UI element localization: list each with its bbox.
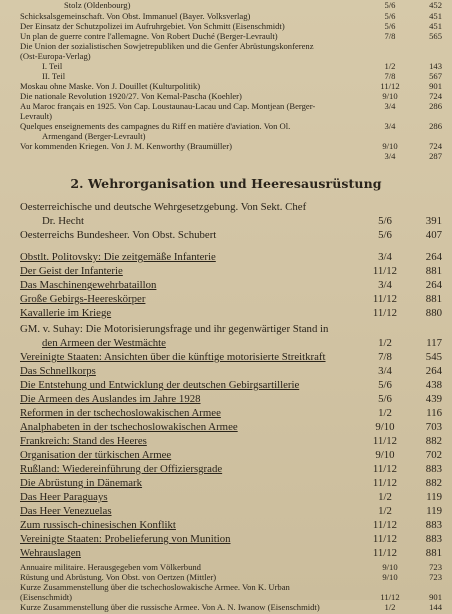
entry-issue: 1/2 xyxy=(378,491,392,503)
entry-issue: 3/4 xyxy=(378,365,392,377)
entry-title: Große Gebirgs-Heereskörper xyxy=(20,293,146,305)
entry-issue: 3/4 xyxy=(384,101,396,111)
entry-issue: 5/6 xyxy=(378,215,392,227)
entry-title: Armengand (Berger-Levrault) xyxy=(42,131,146,141)
entry-page: 723 xyxy=(429,562,442,572)
entry-title: (Eisenschmidt) xyxy=(20,592,73,602)
index-entry xyxy=(20,250,442,265)
index-entry xyxy=(20,278,442,293)
entry-page: 116 xyxy=(426,407,442,419)
entry-title: Die Armeen des Auslandes im Jahre 1928 xyxy=(20,393,201,405)
section-heading: 2. Wehrorganisation und Heeresausrüstung xyxy=(70,176,382,191)
entry-page: 883 xyxy=(425,519,442,531)
index-entry xyxy=(20,350,442,365)
entry-page: 883 xyxy=(425,533,442,545)
index-entry xyxy=(20,228,442,243)
entry-title: Un plan de guerre contre l'allemagne. Von Robert Duché (Berger-Levrault) xyxy=(20,31,278,41)
entry-title: Analphabeten in der tschechoslowakischen Armee xyxy=(20,421,238,433)
entry-issue: 1/2 xyxy=(378,407,392,419)
entry-page: 882 xyxy=(425,435,442,447)
index-entry xyxy=(20,420,442,435)
index-entry xyxy=(20,306,442,321)
entry-issue: 11/12 xyxy=(372,533,398,545)
entry-issue: 11/12 xyxy=(372,547,398,559)
entry-issue: 5/6 xyxy=(384,21,396,31)
entry-title: Rußland: Wiedereinführung der Offiziersgrade xyxy=(20,463,223,475)
index-entry xyxy=(20,546,442,561)
entry-page: 724 xyxy=(429,141,442,151)
entry-page: 451 xyxy=(429,11,442,21)
entry-page: 882 xyxy=(425,477,442,489)
index-entry xyxy=(20,151,442,163)
entry-issue: 11/12 xyxy=(372,463,398,475)
entry-issue: 3/4 xyxy=(384,121,396,131)
entry-page: 880 xyxy=(425,307,442,319)
entry-title: Oesterreichs Bundesheer. Von Obst. Schubert xyxy=(20,229,217,241)
entry-page: 287 xyxy=(429,151,442,161)
index-entry xyxy=(20,264,442,279)
entry-title: Obstlt. Politovsky: Die zeitgemäße Infanterie xyxy=(20,251,216,263)
entry-page: 545 xyxy=(425,351,442,363)
index-entry xyxy=(20,392,442,407)
entry-title: Die Union der sozialistischen Sowjetrepubliken und die Genfer Abrüstungskonferenz xyxy=(20,41,314,51)
entry-page: 883 xyxy=(425,463,442,475)
entry-issue: 5/6 xyxy=(384,0,396,10)
entry-title: Annuaire militaire. Herausgegeben vom Völkerbund xyxy=(20,562,201,572)
entry-page: 264 xyxy=(425,365,442,377)
entry-issue: 11/12 xyxy=(380,592,400,602)
entry-title: Au Maroc français en 1925. Von Cap. Loustaunau-Lacau und Cap. Montjean (Berger- xyxy=(20,101,316,111)
entry-title: Die Entstehung und Entwicklung der deutschen Gebirgsartillerie xyxy=(20,379,300,391)
entry-issue: 11/12 xyxy=(372,307,398,319)
index-entry xyxy=(20,292,442,307)
index-entry xyxy=(20,364,442,379)
entry-page: 451 xyxy=(429,21,442,31)
entry-title: Der Einsatz der Schutzpolizei im Aufruhrgebiet. Von Schmitt (Eisenschmidt) xyxy=(20,21,285,31)
entry-page: 723 xyxy=(429,572,442,582)
entry-issue: 3/4 xyxy=(378,279,392,291)
entry-title: Vor kommenden Kriegen. Von J. M. Kenworthy (Braumüller) xyxy=(20,141,232,151)
entry-page: 264 xyxy=(425,279,442,291)
entry-issue: 9/10 xyxy=(382,141,398,151)
entry-issue: 7/8 xyxy=(378,351,392,363)
index-entry xyxy=(20,532,442,547)
entry-title: Schicksalsgemeinschaft. Von Obst. Immanuel (Bayer. Volksverlag) xyxy=(20,11,251,21)
entry-title: Kurze Zusammenstellung über die russische Armee. Von A. N. Iwanow (Eisenschmidt) xyxy=(20,602,320,612)
entry-title: Das Heer Venezuelas xyxy=(20,505,112,517)
entry-title: Wehrauslagen xyxy=(20,547,81,559)
entry-title: II. Teil xyxy=(42,71,66,81)
entry-issue: 1/2 xyxy=(378,505,392,517)
entry-title: Vereinigte Staaten: Ansichten über die künftige motorisierte Streitkraft xyxy=(20,351,326,363)
entry-page: 119 xyxy=(426,491,442,503)
entry-issue: 1/2 xyxy=(384,61,396,71)
entry-page: 565 xyxy=(429,31,442,41)
index-entry xyxy=(20,434,442,449)
entry-page: 567 xyxy=(429,71,442,81)
index-entry xyxy=(20,476,442,491)
entry-page: 286 xyxy=(429,101,442,111)
entry-issue: 9/10 xyxy=(382,91,398,101)
entry-issue: 5/6 xyxy=(384,11,396,21)
index-entry xyxy=(20,336,442,351)
entry-page: 901 xyxy=(429,81,442,91)
index-entry xyxy=(20,518,442,533)
index-entry xyxy=(20,504,442,519)
index-entry xyxy=(20,448,442,463)
entry-page: 724 xyxy=(429,91,442,101)
entry-issue: 9/10 xyxy=(382,572,398,582)
entry-issue: 11/12 xyxy=(372,265,398,277)
index-entry xyxy=(20,200,442,215)
entry-issue: 11/12 xyxy=(372,435,398,447)
entry-page: 407 xyxy=(425,229,442,241)
entry-issue: 1/2 xyxy=(378,337,392,349)
index-entry xyxy=(20,490,442,505)
entry-page: 119 xyxy=(426,505,442,517)
entry-page: 144 xyxy=(429,602,442,612)
index-entry xyxy=(20,406,442,421)
index-entry xyxy=(20,214,442,229)
entry-title: den Armeen der Westmächte xyxy=(42,337,166,349)
entry-title: Kurze Zusammenstellung über die tschechoslowakische Armee. Von K. Urban xyxy=(20,582,290,592)
entry-issue: 3/4 xyxy=(384,151,396,161)
entry-title: Levrault) xyxy=(20,111,52,121)
entry-title: Das Heer Paraguays xyxy=(20,491,108,503)
entry-issue: 11/12 xyxy=(372,477,398,489)
entry-title: GM. v. Suhay: Die Motorisierungsfrage und ihr gegenwärtiger Stand in xyxy=(20,323,329,335)
entry-page: 391 xyxy=(425,215,442,227)
entry-title: Rüstung und Abrüstung. Von Obst. von Oertzen (Mittler) xyxy=(20,572,217,582)
entry-page: 901 xyxy=(429,592,442,602)
entry-title: I. Teil xyxy=(42,61,63,71)
entry-page: 286 xyxy=(429,121,442,131)
entry-title: Moskau ohne Maske. Von J. Douillet (Kulturpolitik) xyxy=(20,81,201,91)
entry-title: Oesterreichische und deutsche Wehrgesetzgebung. Von Sekt. Chef xyxy=(20,201,307,213)
entry-page: 438 xyxy=(425,379,442,391)
entry-title: Dr. Hecht xyxy=(42,215,84,227)
entry-issue: 5/6 xyxy=(378,393,392,405)
index-entry xyxy=(20,378,442,393)
entry-title: Frankreich: Stand des Heeres xyxy=(20,435,147,447)
entry-title: Organisation der türkischen Armee xyxy=(20,449,172,461)
entry-title: Quelques enseignements des campagnes du Riff en matière d'aviation. Von Ol. xyxy=(20,121,291,131)
index-entry xyxy=(20,462,442,477)
entry-page: 881 xyxy=(425,547,442,559)
entry-issue: 5/6 xyxy=(378,379,392,391)
entry-issue: 7/8 xyxy=(384,31,396,41)
entry-issue: 5/6 xyxy=(378,229,392,241)
entry-issue: 3/4 xyxy=(378,251,392,263)
entry-page: 452 xyxy=(429,0,442,10)
entry-page: 881 xyxy=(425,293,442,305)
entry-title: Das Maschinengewehrbataillon xyxy=(20,279,157,291)
entry-issue: 9/10 xyxy=(382,562,398,572)
entry-title: Die nationale Revolution 1920/27. Von Kemal-Pascha (Koehler) xyxy=(20,91,242,101)
index-entry xyxy=(20,322,442,337)
entry-title: Kavallerie im Kriege xyxy=(20,307,112,319)
entry-page: 117 xyxy=(426,337,442,349)
entry-issue: 7/8 xyxy=(384,71,396,81)
entry-title: (Ost-Europa-Verlag) xyxy=(20,51,91,61)
entry-title: Zum russisch-chinesischen Konflikt xyxy=(20,519,176,531)
index-entry xyxy=(20,602,442,614)
entry-page: 702 xyxy=(425,449,442,461)
entry-page: 439 xyxy=(425,393,442,405)
entry-title: Die Abrüstung in Dänemark xyxy=(20,477,143,489)
entry-issue: 11/12 xyxy=(380,81,400,91)
entry-page: 143 xyxy=(429,61,442,71)
entry-title: Stolz (Oldenbourg) xyxy=(64,0,131,10)
entry-issue: 9/10 xyxy=(375,449,395,461)
entry-title: Vereinigte Staaten: Probelieferung von Munition xyxy=(20,533,231,545)
entry-title: Reformen in der tschechoslowakischen Armee xyxy=(20,407,221,419)
entry-page: 881 xyxy=(425,265,442,277)
entry-page: 703 xyxy=(425,421,442,433)
entry-issue: 9/10 xyxy=(375,421,395,433)
entry-issue: 11/12 xyxy=(372,519,398,531)
entry-issue: 11/12 xyxy=(372,293,398,305)
entry-issue: 1/2 xyxy=(384,602,396,612)
entry-page: 264 xyxy=(425,251,442,263)
entry-title: Das Schnellkorps xyxy=(20,365,96,377)
entry-title: Der Geist der Infanterie xyxy=(20,265,123,277)
